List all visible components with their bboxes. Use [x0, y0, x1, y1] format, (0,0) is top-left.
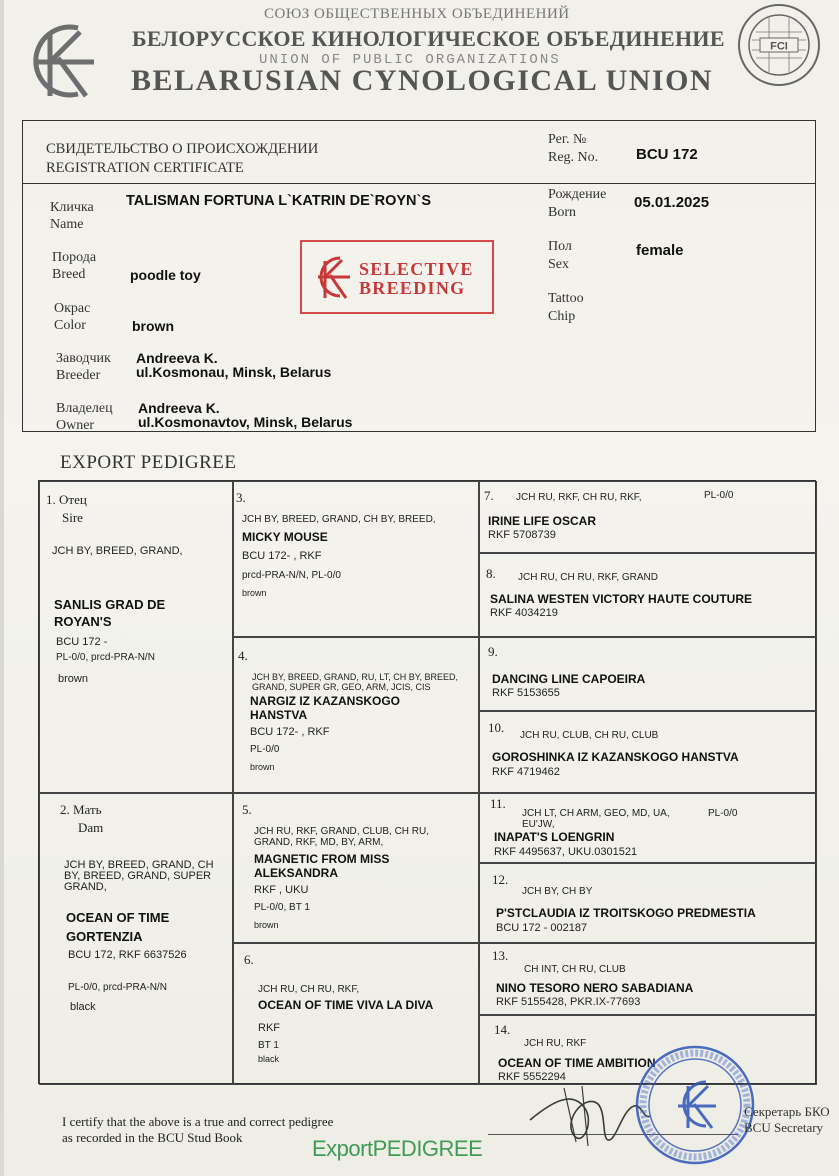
name-label-ru: Кличка: [50, 200, 94, 215]
ggp-name: INAPAT'S LOENGRIN: [494, 830, 615, 844]
ggp-titles: JCH RU, CH RU, RKF, GRAND: [518, 572, 659, 583]
reg-label-en: Reg. No.: [548, 150, 599, 165]
ggp-name: P'STCLAUDIA IZ TROITSKOGO PREDMESTIA: [496, 906, 756, 920]
gp-titles: JCH BY, BREED, GRAND, CH BY, BREED,: [242, 514, 436, 525]
chip-label: Chip: [548, 309, 576, 324]
gp-name: MAGNETIC FROM MISS ALEKSANDRA: [254, 852, 390, 880]
bcu-logo-icon: [22, 18, 104, 104]
breeder-name: Andreeva K.: [136, 350, 218, 366]
gp-cell-3: [233, 481, 479, 637]
breed-label-ru: Порода: [52, 250, 97, 265]
ggp-titles: JCH RU, RKF, CH RU, RKF,: [516, 492, 642, 503]
ggp-reg: RKF 4719462: [492, 766, 560, 778]
gp-name: MICKY MOUSE: [242, 530, 328, 544]
ggp-extra: PL-0/0: [704, 490, 734, 501]
gp-num: 5.: [242, 802, 252, 817]
ggp-cell-11: [479, 793, 817, 863]
ggp-titles: JCH LT, CH ARM, GEO, MD, UA, EU'JW,: [522, 808, 670, 830]
sire-label: Sire: [62, 510, 83, 525]
breeder-label-en: Breeder: [56, 368, 101, 383]
ggp-name: IRINE LIFE OSCAR: [488, 514, 597, 528]
ggp-name: GOROSHINKA IZ KAZANSKOGO HANSTVA: [492, 750, 739, 764]
sex-label-en: Sex: [548, 257, 569, 272]
ggp-name: SALINA WESTEN VICTORY HAUTE COUTURE: [490, 592, 753, 606]
cert-title-ru: СВИДЕТЕЛЬСТВО О ПРОИСХОЖДЕНИИ: [46, 141, 319, 157]
sire-reg: BCU 172 -: [56, 636, 108, 648]
gp-titles: JCH BY, BREED, GRAND, RU, LT, CH BY, BREED, GRAND, SUPER GR, GEO, ARM, JCIS, CIS: [252, 672, 459, 692]
certify-line-2: as recorded in the BCU Stud Book: [62, 1130, 243, 1145]
ggp-reg: RKF 5155428, PKR.IX-77693: [496, 996, 641, 1008]
certify-statement: [62, 1114, 333, 1146]
gp-name: NARGIZ IZ KAZANSKOGO HANSTVA: [250, 694, 400, 722]
ggp-reg: RKF 5552294: [498, 1071, 566, 1083]
stamp-line-1: SELECTIVE: [359, 259, 474, 279]
ggp-titles: JCH BY, CH BY: [522, 886, 593, 897]
export-pedigree-title: EXPORT PEDIGREE: [60, 452, 237, 473]
ggp-num: 8.: [486, 566, 496, 581]
sire-num: 1. Отец: [46, 492, 87, 507]
header-line-4: BELARUSIAN CYNOLOGICAL UNION: [131, 64, 714, 97]
reg-number: BCU 172: [636, 146, 698, 163]
certificate-sheet: [4, 0, 839, 1176]
dam-titles: JCH BY, BREED, GRAND, CH BY, BREED, GRAND, SUPER GRAND,: [64, 859, 214, 893]
gp-reg: RKF , UKU: [254, 884, 309, 896]
gp-num: 3.: [236, 490, 246, 505]
gp-health: BT 1: [258, 1040, 279, 1051]
sire-health: PL-0/0, prcd-PRA-N/N: [56, 652, 155, 663]
cert-title-en: REGISTRATION CERTIFICATE: [46, 160, 244, 176]
owner-address: ul.Kosmonavtov, Minsk, Belarus: [138, 414, 353, 430]
color-label-ru: Окрас: [54, 301, 91, 316]
gp-reg: BCU 172- , RKF: [250, 726, 330, 738]
export-pedigree-mark: ExportPEDIGREE: [312, 1136, 483, 1161]
dam-num: 2. Мать: [60, 802, 102, 817]
dog-name: TALISMAN FORTUNA L`KATRIN DE`ROYN`S: [126, 193, 432, 209]
ggp-num: 9.: [488, 644, 498, 659]
sex-value: female: [636, 242, 684, 259]
color-label-en: Color: [54, 318, 86, 333]
header-line-1: СОЮЗ ОБЩЕСТВЕННЫХ ОБЪЕДИНЕНИЙ: [264, 6, 570, 22]
certify-line-1: I certify that the above is a true and correct pedigree: [62, 1114, 334, 1129]
ggp-cell-9: [479, 637, 817, 711]
gp-color: black: [258, 1054, 280, 1064]
ggp-num: 12.: [492, 872, 509, 887]
bcu-round-seal-icon: [634, 1044, 756, 1166]
gp-num: 6.: [244, 952, 254, 967]
ggp-num: 14.: [494, 1022, 511, 1037]
selective-breeding-stamp: [300, 240, 494, 314]
breed-label-en: Breed: [52, 267, 86, 282]
gp-name: OCEAN OF TIME VIVA LA DIVA: [258, 998, 434, 1012]
ggp-cell-13: [479, 943, 817, 1015]
ggp-extra: PL-0/0: [708, 808, 738, 819]
secretary-en: BCU Secretary: [744, 1120, 824, 1135]
sire-name: SANLIS GRAD DE ROYAN'S: [54, 597, 166, 629]
breeder-label-ru: Заводчик: [56, 351, 111, 366]
sex-label-ru: Пол: [548, 239, 572, 254]
gp-health: PL-0/0: [250, 744, 280, 755]
ggp-name: NINO TESORO NERO SABADIANA: [496, 981, 694, 995]
gp-reg: RKF: [258, 1022, 280, 1034]
gp-reg: BCU 172- , RKF: [242, 550, 322, 562]
sire-titles: JCH BY, BREED, GRAND,: [52, 545, 183, 557]
secretary-block: [744, 1104, 830, 1136]
ggp-num: 7.: [484, 488, 494, 503]
ggp-reg: RKF 5708739: [488, 529, 556, 541]
ggp-titles: CH INT, CH RU, CLUB: [524, 964, 626, 975]
ggp-cell-7: [479, 481, 817, 553]
gp-cell-5: [233, 793, 479, 943]
ggp-cell-8: [479, 553, 817, 637]
gp-num: 4.: [238, 648, 248, 663]
sire-cell: [39, 481, 233, 793]
owner-label-en: Owner: [56, 418, 95, 433]
gp-health: PL-0/0, BT 1: [254, 902, 310, 913]
dam-name: OCEAN OF TIME GORTENZIA: [66, 910, 170, 944]
name-label-en: Name: [50, 217, 84, 232]
color-value: brown: [132, 318, 174, 334]
header-line-2: БЕЛОРУССКОЕ КИНОЛОГИЧЕСКОЕ ОБЪЕДИНЕНИЕ: [132, 26, 725, 51]
dam-label: Dam: [78, 820, 104, 835]
gp-titles: JCH RU, RKF, GRAND, CLUB, CH RU, GRAND, RKF, MD, BY, ARM,: [254, 826, 430, 848]
gp-color: brown: [250, 762, 275, 772]
pedigree-grid: [38, 480, 816, 1084]
gp-cell-6: [233, 943, 479, 1085]
ggp-name: DANCING LINE CAPOEIRA: [492, 672, 646, 686]
dam-color: black: [70, 1001, 96, 1013]
stamp-line-2: BREEDING: [359, 278, 466, 298]
header-line-3: UNION OF PUBLIC ORGANIZATIONS: [259, 52, 561, 68]
ggp-reg: RKF 4034219: [490, 607, 558, 619]
born-date: 05.01.2025: [634, 194, 710, 211]
born-label-en: Born: [548, 205, 576, 220]
ggp-reg: RKF 4495637, UKU.0301521: [494, 846, 638, 858]
owner-name: Andreeva K.: [138, 400, 220, 416]
gp-color: brown: [254, 920, 279, 930]
ggp-cell-10: [479, 711, 817, 793]
sire-color: brown: [58, 673, 88, 685]
ggp-num: 10.: [488, 720, 505, 735]
gp-titles: JCH RU, CH RU, RKF,: [258, 984, 360, 995]
gp-health: prcd-PRA-N/N, PL-0/0: [242, 570, 341, 581]
ggp-name: OCEAN OF TIME AMBITION: [498, 1056, 656, 1070]
owner-label-ru: Владелец: [56, 401, 113, 416]
tattoo-label: Tattoo: [548, 291, 584, 306]
ggp-num: 13.: [492, 948, 509, 963]
fci-text: FCI: [770, 40, 788, 53]
breed-value: poodle toy: [130, 267, 201, 283]
gp-cell-4: [233, 637, 479, 793]
breeder-address: ul.Kosmonau, Minsk, Belarus: [136, 364, 332, 380]
reg-label-ru: Рег. №: [548, 132, 587, 147]
gp-color: brown: [242, 588, 267, 598]
dam-reg: BCU 172, RKF 6637526: [68, 949, 187, 961]
dam-health: PL-0/0, prcd-PRA-N/N: [68, 982, 167, 993]
ggp-num: 11.: [490, 796, 506, 811]
ggp-titles: JCH RU, CLUB, CH RU, CLUB: [520, 730, 659, 741]
fci-seal-icon: [736, 2, 822, 88]
ggp-titles: JCH RU, RKF: [524, 1038, 587, 1049]
born-label-ru: Рождение: [548, 187, 607, 202]
ggp-cell-12: [479, 863, 817, 943]
secretary-ru: Секретарь БКО: [744, 1104, 830, 1119]
stamp-logo-icon: [310, 252, 354, 302]
ggp-reg: BCU 172 - 002187: [496, 922, 588, 934]
ggp-reg: RKF 5153655: [492, 687, 560, 699]
dam-cell: [39, 793, 233, 1085]
